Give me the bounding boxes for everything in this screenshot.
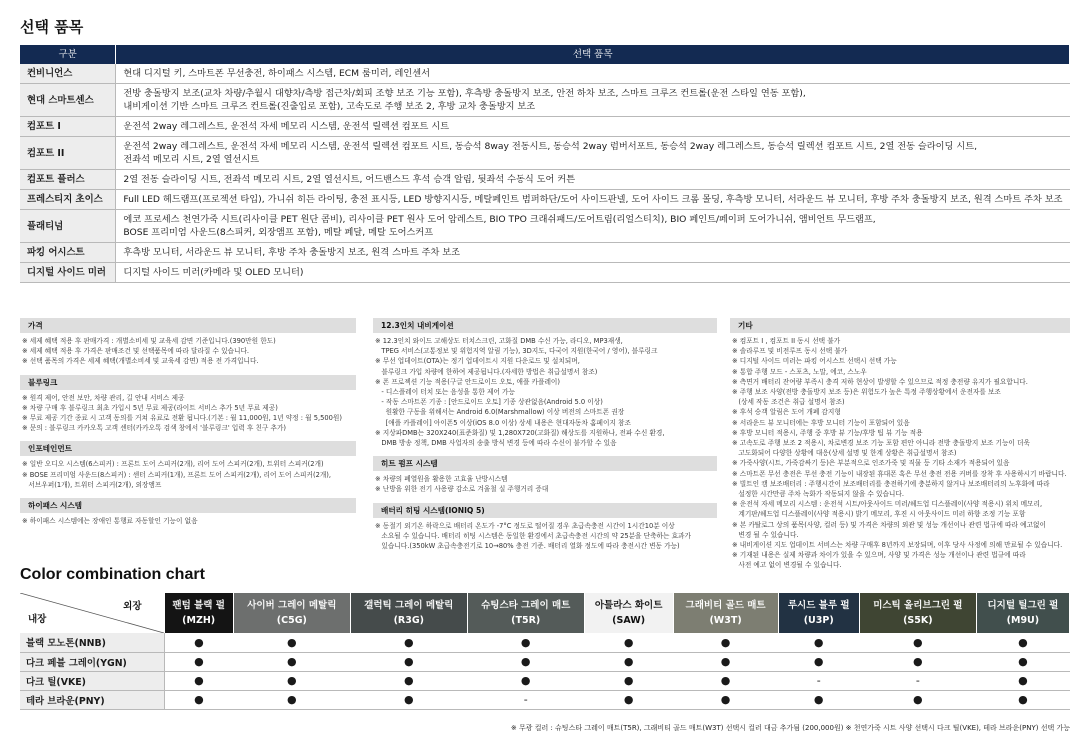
note-line: ※ 선택 품목의 가격은 세제 혜택(개별소비세 및 교육세 감면) 적용 전 가격입니다.: [22, 357, 259, 366]
availability-mark: ●: [976, 652, 1069, 671]
options-table-header: [20, 45, 1070, 64]
notes-heading: 인포테인먼트: [20, 441, 356, 456]
option-category: 컴포트 I: [20, 117, 116, 137]
option-line: 후측방 모니터, 서라운드 뷰 모니터, 후방 주차 충돌방지 보조, 원격 스마트 주차 보조: [123, 247, 461, 258]
availability-mark: ●: [467, 633, 584, 652]
notes-section: [20, 498, 356, 526]
note-line: 소요될 수 있습니다. 배터리 히팅 시스템은 동일한 환경에서 초급속충전 시간의 약 25분을 단축하는 효과가: [375, 531, 691, 540]
note-line: ※ 세제 혜택 적용 후 판매가격 : 개별소비세 및 교육세 감면 기준입니다.(390만원 한도): [22, 337, 276, 345]
note-line: ※ 폰 프로젝션 기능 적용(구글 안드로이드 오토, 애플 카플레이): [375, 377, 560, 386]
notes-heading: 배터리 히팅 시스템(IONIQ 5): [373, 503, 717, 518]
note-line: ※ 12.3인치 와이드 고해상도 터치스크린, 고화질 DMB 수신 가능, 라디오, MP3재생,: [375, 337, 623, 345]
header-category: 구분: [20, 45, 116, 64]
option-row: [20, 137, 1070, 170]
exterior-color-code: (W3T): [709, 615, 742, 626]
availability-mark: ●: [164, 633, 233, 652]
exterior-color-name: 갤럭틱 그레이 메탈릭: [364, 600, 454, 611]
availability-mark: ●: [233, 690, 350, 709]
option-category: 플래티넘: [20, 210, 116, 243]
option-line: 현대 디지털 키, 스마트폰 무선충전, 하이패스 시스템, ECM 룸미러, 레인센서: [123, 68, 430, 79]
notes-heading: 블루링크: [20, 375, 356, 390]
exterior-color-header: [976, 593, 1069, 633]
exterior-color-code: (T5R): [511, 615, 541, 626]
notes-heading: 12.3인치 내비게이션: [373, 318, 717, 333]
availability-mark: ●: [673, 652, 778, 671]
option-row: [20, 117, 1070, 137]
availability-mark: ●: [859, 633, 976, 652]
exterior-color-header: [467, 593, 584, 633]
color-combination-table: [20, 593, 1070, 710]
footnote: ※ 무광 컬러 : 슈팅스타 그레이 매트(T5R), 그래비티 골드 매트(W3T) 선택시 컬러 대금 추가됨 (200,000원) ※ 천연가죽 시트 사양 선택시 다크 틸(VKE), 테라 브라운(PNY) 선택 가능: [510, 724, 1070, 732]
note-line: 사전 예고 없이 변경될 수 있습니다.: [732, 561, 842, 570]
exterior-color-name: 아틀라스 화이트: [594, 600, 663, 611]
exterior-color-header: [778, 593, 859, 633]
interior-row: [20, 671, 1070, 690]
availability-mark: ●: [467, 652, 584, 671]
exterior-color-name: 사이버 그레이 메탈릭: [247, 600, 337, 611]
exterior-color-header: [233, 593, 350, 633]
availability-mark: ●: [976, 633, 1069, 652]
option-row: [20, 243, 1070, 263]
option-row: [20, 263, 1070, 283]
option-row: [20, 64, 1070, 84]
note-line: ※ 빌트인 캠 보조배터리 : 주행시간이 보조배터리를 충전하기에 충분하지 않거나 보조배터리의 노후화에 따라: [732, 479, 1050, 488]
interior-row: [20, 633, 1070, 652]
option-line: 2열 전동 슬라이딩 시트, 전좌석 메모리 시트, 2열 열선시트, 어드밴스드 후석 승객 알림, 뒷좌석 수동식 도어 커튼: [123, 174, 576, 185]
exterior-color-code: (C5G): [276, 615, 307, 626]
note-line: ※ 후석 승객 알림은 도어 개폐 감지형: [732, 408, 841, 417]
note-line: ※ 운전석 자세 메모리 시스템 : 운전석 시트/아웃사이드 미러/헤드업 디스플레이(사양 적용시) 위치 메모리,: [732, 500, 1043, 509]
header-items: 선택 품목: [116, 45, 1070, 64]
option-category: 현대 스마트센스: [20, 84, 116, 117]
availability-mark: ●: [584, 690, 673, 709]
note-line: ※ 컴포트 I , 컴포트 II 동시 선택 불가: [732, 337, 841, 345]
option-line: 운전석 2way 레그레스트, 운전석 자세 메모리 시스템, 운전석 릴렉션 컴포트 시트, 동승석 8way 전동시트, 동승석 2way 럼버서포트, 동승석 2way 레그레스트, 동승석 릴렉션 컴포트 시트, 2열 전동 슬라이딩 시트,: [123, 141, 978, 152]
availability-mark: ●: [976, 671, 1069, 690]
note-line: 서브우퍼(1개), 트위터 스피커(2개), 외장앰프: [22, 480, 162, 489]
exterior-color-header: [584, 593, 673, 633]
availability-mark: ●: [164, 671, 233, 690]
option-items: [116, 137, 1070, 170]
exterior-color-code: (M9U): [1006, 615, 1040, 626]
exterior-color-name: 디지털 틸그린 펄: [987, 600, 1059, 611]
option-items: [116, 84, 1070, 117]
option-row: [20, 170, 1070, 190]
note-line: ※ 하이패스 시스템에는 장애인 통행료 자동할인 기능이 없음: [22, 517, 198, 526]
notes-heading: 가격: [20, 318, 356, 333]
availability-mark: ●: [584, 652, 673, 671]
notes-section: [730, 318, 1070, 571]
exterior-color-name: 팬텀 블랙 펄: [172, 600, 225, 611]
note-line: ※ 서라운드 뷰 모니터에는 후방 모니터 기능이 포함되어 있음: [732, 418, 910, 427]
note-line: 있습니다.(350kW 초급속충전기로 10→80% 충전 기준. 배터리 열화 정도에 따라 충전시간 변동 가능): [375, 542, 680, 551]
availability-mark: ●: [350, 652, 467, 671]
color-chart-title: Color combination chart: [20, 566, 205, 583]
notes-heading: 하이패스 시스템: [20, 498, 356, 513]
availability-mark: ●: [673, 671, 778, 690]
color-chart-header: [20, 593, 1070, 633]
availability-mark: -: [778, 671, 859, 690]
note-line: ※ 고속도로 주행 보조 2 적용시, 차로변경 보조 기능 포함 편안 아니라 전방 충돌방지 보조 기능이 더욱: [732, 439, 1030, 448]
option-category: 디지털 사이드 미러: [20, 263, 116, 283]
notes-section: [20, 318, 356, 367]
options-table: [20, 45, 1070, 283]
exterior-color-header: [164, 593, 233, 633]
option-line: 디지털 사이드 미러(카메라 및 OLED 모니터): [123, 267, 304, 278]
exterior-color-code: (U3P): [803, 615, 834, 626]
exterior-color-name: 미스틱 올리브그린 펄: [873, 600, 963, 611]
note-line: 계기판/헤드업 디스플레이(사양 적용시) 밝기 메모리, 후진 시 아웃사이드 미러 하향 조정 기능 포함: [732, 510, 1026, 519]
note-line: ※ 원격 제어, 안전 보안, 차량 관리, 길 안내 서비스 제공: [22, 393, 185, 402]
note-line: ※ 일반 오디오 시스템(6스피커) : 프론트 도어 스피커(2개), 리어 도어 스피커(2개), 트위터 스피커(2개): [22, 460, 324, 469]
availability-mark: ●: [673, 633, 778, 652]
interior-row: [20, 652, 1070, 671]
option-line: 전좌석 메모리 시트, 2열 열선시트: [123, 154, 260, 165]
notes-section: [373, 456, 717, 494]
note-line: 원활한 구동을 위해서는 Android 6.0(Marshmallow) 이상 버전의 스마트폰 권장: [375, 408, 625, 417]
exterior-color-code: (S5K): [903, 615, 933, 626]
note-line: 블루링크 가입 차량에 한하여 제공됩니다.(자세한 방법은 취급설명서 참조): [375, 367, 598, 376]
note-line: ※ 스마트폰 무선 충전은 무선 충전 기능이 내장된 휴대폰 혹은 무선 충전 전용 커버를 장착 후 사용하시기 바랍니다.: [732, 469, 1067, 478]
diagonal-header-cell: [20, 593, 164, 633]
notes-column-3: [730, 318, 1070, 579]
notes-column-1: [20, 318, 356, 534]
note-line: ※ 지상파DMB는 320X240(표준화질) 및 1,280X720(고화질) 해상도를 지원하나, 전파 수신 환경,: [375, 428, 665, 437]
exterior-color-name: 루시드 블루 펄: [787, 600, 850, 611]
option-items: [116, 64, 1070, 84]
exterior-color-code: (SAW): [612, 615, 646, 626]
availability-mark: ●: [584, 633, 673, 652]
availability-mark: -: [467, 690, 584, 709]
note-line: ※ 차량 구매 후 블루링크 최초 가입시 5년 무료 제공(라이트 서비스 추가 5년 무료 제공): [22, 403, 278, 412]
availability-mark: ●: [233, 652, 350, 671]
availability-mark: ●: [350, 671, 467, 690]
notes-section: [373, 318, 717, 448]
option-line: 전방 충돌방지 보조(교차 차량/추월시 대향차/측방 접근차/회피 조향 보조 기능 포함), 후측방 충돌방지 보조, 안전 하차 보조, 스마트 크루즈 컨트롤(운전 스타일 연동 포함),: [123, 88, 806, 99]
option-category: 컨비니언스: [20, 64, 116, 84]
notes-section: [20, 441, 356, 490]
note-line: ※ 기재된 내용은 실제 차량과 차이가 있을 수 있으며, 사양 및 가격은 성능 개선이나 관련 법규에 따라: [732, 551, 1026, 560]
option-items: [116, 117, 1070, 137]
note-line: DMB 방송 정책, DMB 사업자의 송출 방식 변경 등에 따라 수신이 불가할 수 있음: [375, 439, 617, 448]
note-line: ※ 무선 업데이트(OTA)는 정기 업데이트시 지원 다운로드 및 설치되며,: [375, 357, 580, 366]
exterior-color-code: (R3G): [393, 615, 424, 626]
option-category: 컴포트 II: [20, 137, 116, 170]
exterior-color-code: (MZH): [182, 615, 216, 626]
exterior-color-header: [673, 593, 778, 633]
notes-heading: 기타: [730, 318, 1070, 333]
option-line: 에코 프로세스 천연가죽 시트(리사이클 PET 원단 콤비), 리사이클 PET 원사 도어 암레스트, BIO TPO 크래쉬패드/도어트림(리얼스티치), BIO 페인트/페이퍼 도어가니쉬, 앰비언트 무드램프,: [123, 214, 876, 225]
note-line: ※ 통합 주행 모드 - 스포츠, 노말, 에코, 스노우: [732, 367, 867, 376]
note-line: ※ 난방을 위한 전기 사용량 감소로 겨울철 실 주행거리 증대: [375, 485, 549, 494]
exterior-color-name: 슈팅스타 그레이 매트: [481, 600, 571, 611]
note-line: - 작동 스마트폰 기종 : [안드로이드 오토] 기종 상관없음(Android 5.0 이상): [375, 398, 603, 407]
option-category: 컴포트 플러스: [20, 170, 116, 190]
availability-mark: ●: [976, 690, 1069, 709]
interior-label: 내장: [28, 614, 47, 625]
availability-mark: ●: [467, 671, 584, 690]
note-line: ※ 차량의 폐열원을 활용한 고효율 난방시스템: [375, 475, 508, 484]
notes-section: [20, 375, 356, 434]
interior-name: 블랙 모노톤(NNB): [20, 633, 164, 652]
note-line: ※ 솔라루프 및 비전루프 동시 선택 불가: [732, 347, 848, 356]
exterior-color-header: [350, 593, 467, 633]
option-items: [116, 243, 1070, 263]
exterior-color-header: [859, 593, 976, 633]
availability-mark: ●: [164, 690, 233, 709]
note-line: ※ 문의 : 블루링크 카카오톡 고객 센터(카카오톡 검색 창에서 '블루링크' 입력 후 친구 추가): [22, 424, 287, 433]
option-line: 내비게이션 기반 스마트 크루즈 컨트롤(진출입로 포함), 고속도로 주행 보조 2, 후방 교차 충돌방지 보조: [123, 101, 536, 112]
option-row: [20, 190, 1070, 210]
availability-mark: ●: [584, 671, 673, 690]
note-line: ※ BOSE 프리미엄 사운드(8스피커) : 센터 스피커(1개), 프론트 도어 스피커(2개), 리어 도어 스피커(2개),: [22, 470, 332, 479]
option-items: [116, 170, 1070, 190]
availability-mark: ●: [233, 671, 350, 690]
availability-mark: ●: [233, 633, 350, 652]
interior-name: 다크 페블 그레이(YGN): [20, 652, 164, 671]
note-line: ※ 디지털 사이드 미러는 파킹 어시스트 선택시 선택 가능: [732, 357, 897, 366]
note-line: 고도화되어 다양한 상황에 대응(상세 설명 및 한계 상황은 취급설명서 참조): [732, 449, 957, 458]
availability-mark: -: [859, 671, 976, 690]
availability-mark: ●: [673, 690, 778, 709]
availability-mark: ●: [350, 633, 467, 652]
note-line: ※ 본 카탈로그 상의 품목(사양, 컬러 등) 및 가격은 차량의 외관 및 성능 개선이나 관련 법규에 따라 예고없이: [732, 520, 1046, 529]
interior-name: 다크 틸(VKE): [20, 671, 164, 690]
option-row: [20, 210, 1070, 243]
option-category: 파킹 어시스트: [20, 243, 116, 263]
availability-mark: ●: [778, 690, 859, 709]
notes-column-2: [373, 318, 717, 559]
option-items: [116, 263, 1070, 283]
option-line: 운전석 2way 레그레스트, 운전석 자세 메모리 시스템, 운전석 릴렉션 컴포트 시트: [123, 121, 450, 132]
note-line: ※ 측면거 배터리 잔여량 부족시 충격 저하 현상이 발생할 수 있으므로 적정 충전량 유지가 필요합니다.: [732, 377, 1028, 386]
note-line: ※ 내비게이션 지도 업데이트 서비스는 차량 구매후 8년까지 보장되며, 이후 당사 사정에 의해 만료될 수 있습니다.: [732, 541, 1063, 550]
availability-mark: ●: [778, 652, 859, 671]
option-row: [20, 84, 1070, 117]
option-line: BOSE 프리미엄 사운드(8스피커, 외장앰프 포함), 메탈 페달, 메탈 도어스커프: [123, 227, 434, 238]
option-items: [116, 190, 1070, 210]
option-category: 프레스티지 초이스: [20, 190, 116, 210]
note-line: ※ 후방 모니터 적용시, 주행 중 후방 뷰 기능/후방 팁 뷰 기능 적용: [732, 428, 923, 437]
option-items: [116, 210, 1070, 243]
note-line: - 디스플레이 터치 또는 음성을 통한 제어 가능: [375, 388, 515, 397]
note-line: ※ 주행 보조 사양(전방 충돌방지 보조 등)은 위험도가 높은 특정 주행상황에서 운전자를 보조: [732, 388, 1001, 397]
option-line: Full LED 헤드램프(프로젝션 타입), 가니쉬 히든 라이팅, 충전 표시등, LED 방향지시등, 메탈페인트 범퍼하단/도어 사이드판넬, 도어 사이드 크롬 몰딩, 후측방 모니터, 서라운드 뷰 모니터, 후방 주차 충돌방지 보조, 원격 스마트 주차 보조: [123, 194, 1063, 205]
availability-mark: ●: [164, 652, 233, 671]
availability-mark: ●: [778, 633, 859, 652]
interior-row: [20, 690, 1070, 709]
exterior-label: 외장: [123, 601, 142, 612]
note-line: [애플 카플레이] 아이폰5 이상(iOS 8.0 이상) 상세 내용은 현대자동차 홈페이지 참조: [375, 418, 631, 427]
notes-heading: 히트 펌프 시스템: [373, 456, 717, 471]
note-line: 변경 될 수 있습니다.: [732, 530, 799, 539]
notes-section: [373, 503, 717, 552]
note-line: TPEG 서비스(고통정보 및 위험지역 알림 기능), 3D지도, 다국어 지원(한국어 / 영어), 블루링크: [375, 347, 658, 356]
exterior-color-name: 그래비티 골드 매트: [685, 600, 766, 611]
note-line: (상세 작동 조건은 취급 설명서 참조): [732, 398, 845, 407]
availability-mark: ●: [859, 690, 976, 709]
availability-mark: ●: [859, 652, 976, 671]
interior-name: 테라 브라운(PNY): [20, 690, 164, 709]
availability-mark: ●: [350, 690, 467, 709]
page-title: 선택 품목: [20, 18, 84, 36]
note-line: ※ 무료 제공 기간 종료 시 고객 동의를 거쳐 유료로 전환 됩니다.(기본 : 월 11,000원, 1년 약정 : 월 5,500원): [22, 414, 342, 423]
note-line: 설정한 시간만큼 주차 녹화가 작동되지 않을 수 있습니다.: [732, 490, 904, 499]
note-line: ※ 세제 혜택 적용 후 가격은 판매조건 및 선택품목에 따라 달라질 수 있습니다.: [22, 347, 250, 356]
note-line: ※ 동절기 외기온 하락으로 배터리 온도가 -7°C 정도로 떨어질 경우 초급속충전 시간이 1시간10분 이상: [375, 521, 675, 530]
note-line: ※ 가죽사양(시트, 가죽감싸기 등)은 부분적으로 인조가죽 및 직물 등 기타 소재가 적용되어 있음: [732, 459, 1010, 468]
